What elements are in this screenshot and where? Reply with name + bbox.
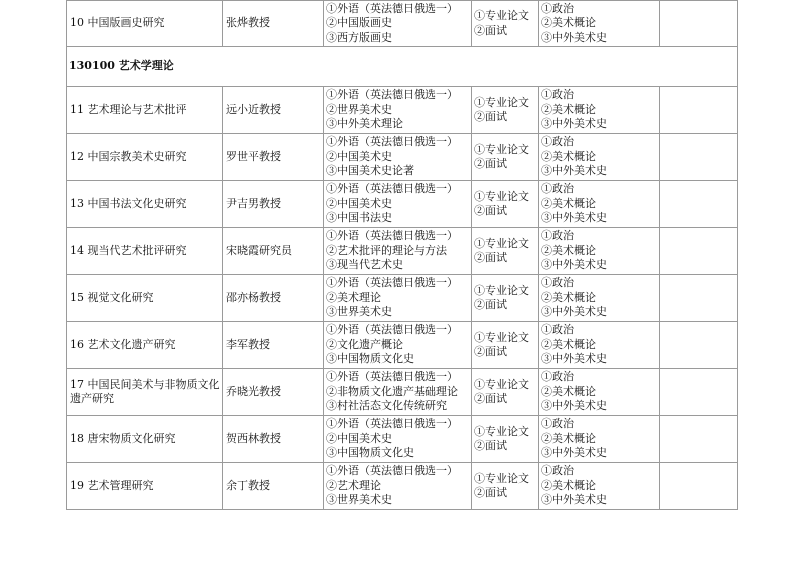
supplementary-subjects-cell-line: ①政治 xyxy=(541,182,574,196)
supplementary-subjects-cell-line: ①政治 xyxy=(541,1,574,15)
remarks-cell xyxy=(660,1,738,47)
supplementary-subjects-cell xyxy=(539,463,660,510)
advisor-cell: 罗世平教授 xyxy=(223,134,324,181)
table-row xyxy=(67,322,738,369)
supplementary-subjects-cell-line: ②美术概论 xyxy=(541,196,596,210)
research-direction-cell: 15 视觉文化研究 xyxy=(67,275,223,322)
exam-subjects-cell xyxy=(324,181,472,228)
exam-subjects-cell-line: ①外语（英法德日俄选一） xyxy=(326,417,458,431)
table-row xyxy=(67,463,738,510)
retest-subjects-cell-line: ②面试 xyxy=(474,298,507,311)
advisor-cell: 邵亦杨教授 xyxy=(223,275,324,322)
retest-subjects-cell xyxy=(472,87,539,134)
supplementary-subjects-cell-line: ③中外美术史 xyxy=(541,164,607,178)
retest-subjects-cell xyxy=(472,369,539,416)
retest-subjects-cell-line: ②面试 xyxy=(474,345,507,358)
retest-subjects-cell xyxy=(472,463,539,510)
retest-subjects-cell xyxy=(472,228,539,275)
supplementary-subjects-cell-line: ①政治 xyxy=(541,135,574,149)
exam-subjects-cell-line: ③中国书法史 xyxy=(326,211,392,225)
retest-subjects-cell xyxy=(472,181,539,228)
retest-subjects-cell-line: ①专业论文 xyxy=(474,236,529,250)
retest-subjects-cell-line: ②面试 xyxy=(474,110,507,123)
remarks-cell xyxy=(660,275,738,322)
supplementary-subjects-cell-line: ①政治 xyxy=(541,229,574,243)
retest-subjects-cell-line: ②面试 xyxy=(474,439,507,452)
supplementary-subjects-cell xyxy=(539,275,660,322)
remarks-cell xyxy=(660,369,738,416)
retest-subjects-cell-line: ①专业论文 xyxy=(474,283,529,297)
supplementary-subjects-cell-line: ②美术概论 xyxy=(541,478,596,492)
retest-subjects-cell-line: ①专业论文 xyxy=(474,95,529,109)
exam-subjects-cell-line: ③现当代艺术史 xyxy=(326,258,403,272)
exam-subjects-cell-line: ②非物质文化遗产基础理论 xyxy=(326,384,458,398)
supplementary-subjects-cell-line: ③中外美术史 xyxy=(541,305,607,319)
retest-subjects-cell-line: ①专业论文 xyxy=(474,189,529,203)
exam-subjects-cell xyxy=(324,275,472,322)
retest-subjects-cell xyxy=(472,275,539,322)
research-direction-cell: 19 艺术管理研究 xyxy=(67,463,223,510)
exam-subjects-cell-line: ①外语（英法德日俄选一） xyxy=(326,182,458,196)
supplementary-subjects-cell-line: ②美术概论 xyxy=(541,16,596,30)
supplementary-subjects-cell-line: ③中外美术史 xyxy=(541,493,607,507)
research-direction-cell: 18 唐宋物质文化研究 xyxy=(67,416,223,463)
table-row xyxy=(67,416,738,463)
exam-subjects-cell-line: ①外语（英法德日俄选一） xyxy=(326,135,458,149)
advisor-cell: 张烨教授 xyxy=(223,1,324,47)
supplementary-subjects-cell-line: ①政治 xyxy=(541,88,574,102)
supplementary-subjects-cell xyxy=(539,134,660,181)
supplementary-subjects-cell-line: ②美术概论 xyxy=(541,149,596,163)
exam-subjects-cell-line: ③中国美术史论著 xyxy=(326,164,414,178)
exam-subjects-cell-line: ②艺术理论 xyxy=(326,478,381,492)
research-direction-cell: 11 艺术理论与艺术批评 xyxy=(67,87,223,134)
table-row xyxy=(67,134,738,181)
retest-subjects-cell-line: ①专业论文 xyxy=(474,9,529,22)
retest-subjects-cell-line: ②面试 xyxy=(474,486,507,499)
supplementary-subjects-cell-line: ②美术概论 xyxy=(541,243,596,257)
remarks-cell xyxy=(660,228,738,275)
exam-subjects-cell-line: ①外语（英法德日俄选一） xyxy=(326,464,458,478)
advisor-cell: 远小近教授 xyxy=(223,87,324,134)
exam-subjects-cell-line: ①外语（英法德日俄选一） xyxy=(326,88,458,102)
section-header-row xyxy=(67,47,738,87)
remarks-cell xyxy=(660,134,738,181)
retest-subjects-cell-line: ②面试 xyxy=(474,157,507,170)
supplementary-subjects-cell xyxy=(539,1,660,47)
supplementary-subjects-cell xyxy=(539,228,660,275)
exam-subjects-cell-line: ③世界美术史 xyxy=(326,493,392,507)
retest-subjects-cell xyxy=(472,322,539,369)
supplementary-subjects-cell xyxy=(539,322,660,369)
table-row xyxy=(67,1,738,47)
supplementary-subjects-cell-line: ①政治 xyxy=(541,370,574,384)
retest-subjects-cell xyxy=(472,134,539,181)
remarks-cell xyxy=(660,87,738,134)
advisor-cell: 李军教授 xyxy=(223,322,324,369)
research-direction-cell: 12 中国宗教美术史研究 xyxy=(67,134,223,181)
supplementary-subjects-cell-line: ③中外美术史 xyxy=(541,211,607,225)
research-direction-cell: 14 现当代艺术批评研究 xyxy=(67,228,223,275)
advisor-cell: 宋晓霞研究员 xyxy=(223,228,324,275)
supplementary-subjects-cell xyxy=(539,369,660,416)
exam-subjects-cell-line: ③西方版画史 xyxy=(326,30,392,44)
retest-subjects-cell-line: ②面试 xyxy=(474,204,507,217)
remarks-cell xyxy=(660,322,738,369)
exam-subjects-cell xyxy=(324,87,472,134)
supplementary-subjects-cell-line: ②美术概论 xyxy=(541,290,596,304)
supplementary-subjects-cell-line: ②美术概论 xyxy=(541,384,596,398)
research-direction-cell: 10 中国版画史研究 xyxy=(67,1,223,47)
advisor-cell: 贺西林教授 xyxy=(223,416,324,463)
retest-subjects-cell-line: ①专业论文 xyxy=(474,377,529,391)
retest-subjects-cell xyxy=(472,1,539,47)
exam-subjects-cell-line: ②美术理论 xyxy=(326,290,381,304)
program-table-body xyxy=(67,1,738,510)
supplementary-subjects-cell-line: ①政治 xyxy=(541,276,574,290)
exam-subjects-cell-line: ②文化遗产概论 xyxy=(326,337,403,351)
advisor-cell: 余丁教授 xyxy=(223,463,324,510)
exam-subjects-cell xyxy=(324,134,472,181)
retest-subjects-cell-line: ①专业论文 xyxy=(474,330,529,344)
exam-subjects-cell xyxy=(324,416,472,463)
advisor-cell: 尹吉男教授 xyxy=(223,181,324,228)
retest-subjects-cell-line: ①专业论文 xyxy=(474,424,529,438)
exam-subjects-cell-line: ③世界美术史 xyxy=(326,305,392,319)
retest-subjects-cell-line: ②面试 xyxy=(474,23,507,37)
exam-subjects-cell-line: ①外语（英法德日俄选一） xyxy=(326,276,458,290)
remarks-cell xyxy=(660,416,738,463)
research-direction-cell: 16 艺术文化遗产研究 xyxy=(67,322,223,369)
exam-subjects-cell-line: ③中国物质文化史 xyxy=(326,352,414,366)
supplementary-subjects-cell-line: ②美术概论 xyxy=(541,431,596,445)
exam-subjects-cell-line: ③中国物质文化史 xyxy=(326,446,414,460)
supplementary-subjects-cell-line: ③中外美术史 xyxy=(541,399,607,413)
exam-subjects-cell-line: ②中国美术史 xyxy=(326,196,392,210)
supplementary-subjects-cell-line: ②美术概论 xyxy=(541,102,596,116)
exam-subjects-cell-line: ③村社活态文化传统研究 xyxy=(326,399,447,413)
remarks-cell xyxy=(660,181,738,228)
supplementary-subjects-cell-line: ③中外美术史 xyxy=(541,30,607,44)
supplementary-subjects-cell xyxy=(539,181,660,228)
exam-subjects-cell-line: ②中国美术史 xyxy=(326,149,392,163)
exam-subjects-cell-line: ①外语（英法德日俄选一） xyxy=(326,1,458,15)
supplementary-subjects-cell-line: ①政治 xyxy=(541,417,574,431)
supplementary-subjects-cell-line: ①政治 xyxy=(541,464,574,478)
retest-subjects-cell-line: ②面试 xyxy=(474,251,507,264)
exam-subjects-cell xyxy=(324,1,472,47)
exam-subjects-cell-line: ①外语（英法德日俄选一） xyxy=(326,323,458,337)
exam-subjects-cell-line: ①外语（英法德日俄选一） xyxy=(326,370,458,384)
table-row xyxy=(67,87,738,134)
supplementary-subjects-cell-line: ③中外美术史 xyxy=(541,258,607,272)
exam-subjects-cell-line: ③中外美术理论 xyxy=(326,117,403,131)
exam-subjects-cell xyxy=(324,228,472,275)
exam-subjects-cell-line: ②中国版画史 xyxy=(326,16,392,30)
research-direction-cell: 17 中国民间美术与非物质文化遗产研究 xyxy=(67,369,223,416)
supplementary-subjects-cell-line: ③中外美术史 xyxy=(541,446,607,460)
program-table xyxy=(66,0,738,510)
exam-subjects-cell-line: ②中国美术史 xyxy=(326,431,392,445)
supplementary-subjects-cell-line: ①政治 xyxy=(541,323,574,337)
exam-subjects-cell-line: ②艺术批评的理论与方法 xyxy=(326,243,447,257)
exam-subjects-cell-line: ①外语（英法德日俄选一） xyxy=(326,229,458,243)
table-row xyxy=(67,369,738,416)
exam-subjects-cell xyxy=(324,369,472,416)
retest-subjects-cell-line: ①专业论文 xyxy=(474,471,529,485)
supplementary-subjects-cell-line: ②美术概论 xyxy=(541,337,596,351)
research-direction-cell: 13 中国书法文化史研究 xyxy=(67,181,223,228)
remarks-cell xyxy=(660,463,738,510)
retest-subjects-cell-line: ②面试 xyxy=(474,392,507,405)
supplementary-subjects-cell xyxy=(539,416,660,463)
supplementary-subjects-cell-line: ③中外美术史 xyxy=(541,117,607,131)
retest-subjects-cell xyxy=(472,416,539,463)
exam-subjects-cell xyxy=(324,322,472,369)
section-title: 130100 艺术学理论 xyxy=(67,47,738,87)
supplementary-subjects-cell xyxy=(539,87,660,134)
supplementary-subjects-cell-line: ③中外美术史 xyxy=(541,352,607,366)
advisor-cell: 乔晓光教授 xyxy=(223,369,324,416)
retest-subjects-cell-line: ①专业论文 xyxy=(474,142,529,156)
exam-subjects-cell-line: ②世界美术史 xyxy=(326,102,392,116)
exam-subjects-cell xyxy=(324,463,472,510)
table-row xyxy=(67,181,738,228)
table-row xyxy=(67,275,738,322)
table-row xyxy=(67,228,738,275)
